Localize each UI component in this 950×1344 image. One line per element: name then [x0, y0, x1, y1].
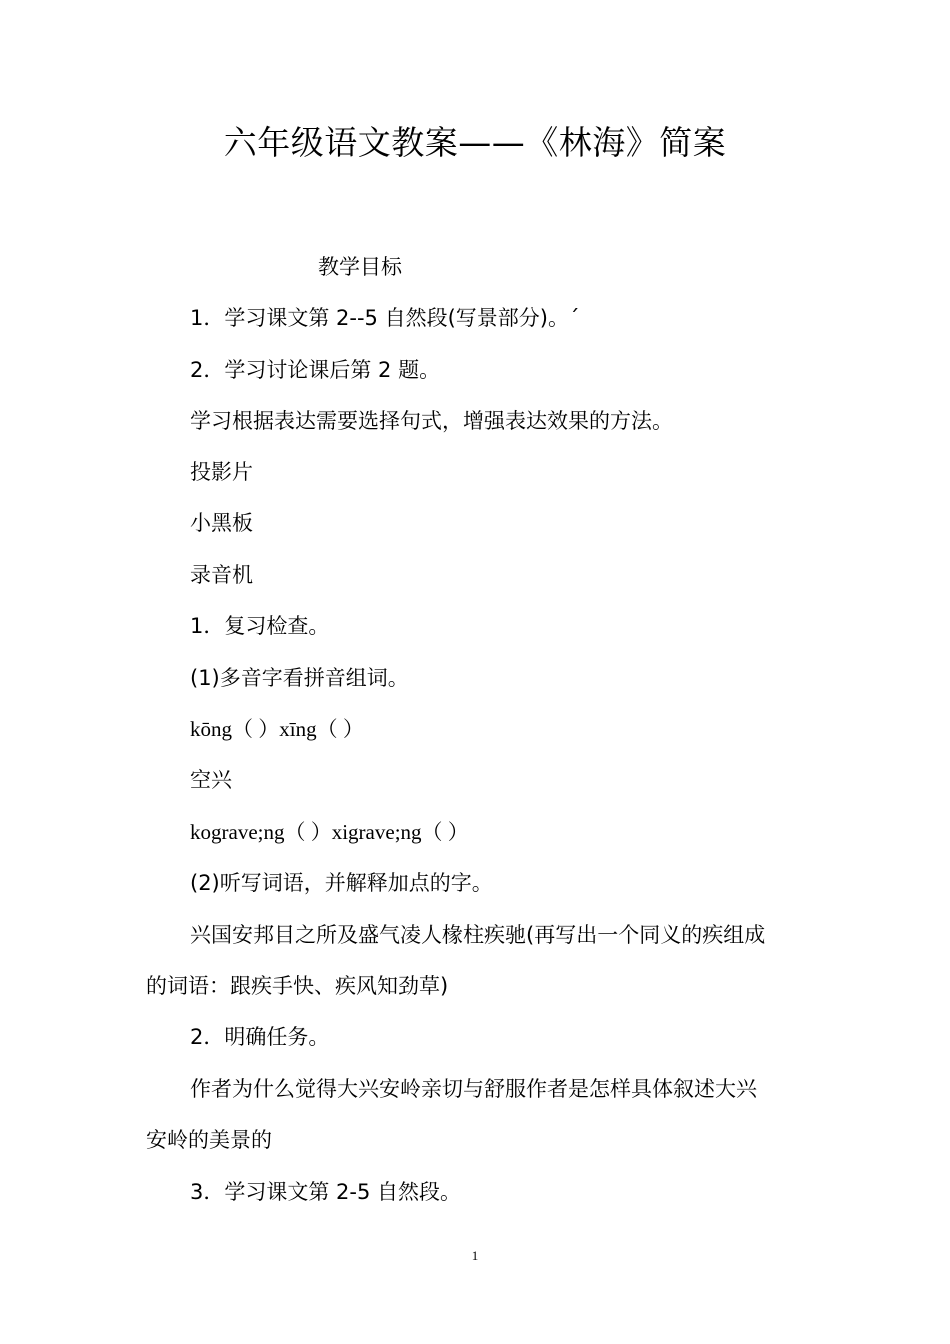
paragraph-line: 2．明确任务。: [190, 1025, 330, 1049]
paragraph-line: 的词语：跟疾手快、疾风知劲草): [146, 974, 449, 998]
paragraph-line: 录音机: [190, 563, 253, 587]
section-heading: 教学目标: [318, 255, 402, 279]
page-number: 1: [471, 1248, 479, 1263]
paragraph-line: kōng（ ）xīng（ ）: [190, 717, 364, 741]
paragraph-line: 兴国安邦目之所及盛气凌人椽柱疾驰(再写出一个同义的疾组成: [190, 923, 766, 947]
paragraph-line: 作者为什么觉得大兴安岭亲切与舒服作者是怎样具体叙述大兴: [190, 1077, 757, 1101]
paragraph-line: 1．学习课文第 2--5 自然段(写景部分)。ˊ: [190, 306, 580, 330]
paragraph-line: 投影片: [190, 460, 253, 484]
paragraph-line: 1．复习检查。: [190, 614, 330, 638]
paragraph-line: 小黑板: [190, 511, 253, 535]
paragraph-line: 3．学习课文第 2-5 自然段。: [190, 1180, 462, 1204]
paragraph-line: 学习根据表达需要选择句式，增强表达效果的方法。: [190, 409, 673, 433]
paragraph-line: 空兴: [190, 768, 232, 792]
paragraph-line: (1)多音字看拼音组词。: [190, 666, 409, 690]
paragraph-line: (2)听写词语，并解释加点的字。: [190, 871, 493, 895]
paragraph-line: kograve;ng（ ）xigrave;ng（ ）: [190, 820, 469, 844]
paragraph-line: 安岭的美景的: [146, 1128, 272, 1152]
document-title: 六年级语文教案——《林海》简案: [223, 123, 727, 162]
paragraph-line: 2．学习讨论课后第 2 题。: [190, 358, 441, 382]
